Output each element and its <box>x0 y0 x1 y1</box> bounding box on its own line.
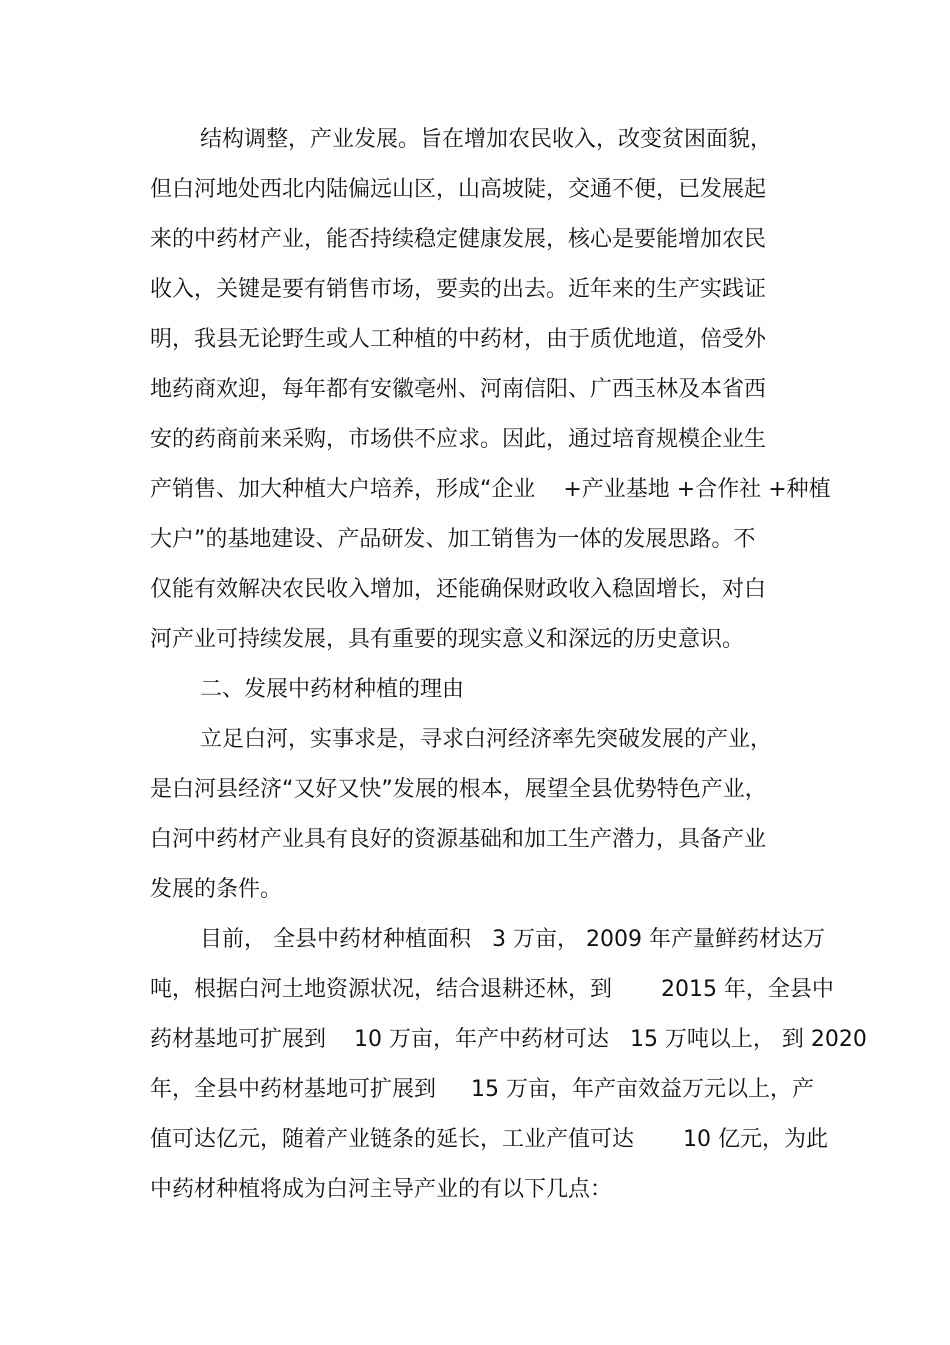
paragraph-line: 中药材种植将成为白河主导产业的有以下几点： <box>150 1177 613 1202</box>
paragraph-line: 但白河地处西北内陆偏远山区，山高坡陡，交通不便，已发展起 <box>150 177 767 202</box>
paragraph-line: 值可达亿元，随着产业链条的延长，工业产值可达 10 亿元，为此 <box>150 1127 828 1152</box>
paragraph-line: 安的药商前来采购，市场供不应求。因此，通过培育规模企业生 <box>150 427 767 452</box>
paragraph-line: 目前， 全县中药材种植面积 3 万亩， 2009 年产量鲜药材达万 <box>200 927 825 952</box>
paragraph-line: 立足白河，实事求是，寻求白河经济率先突破发展的产业， <box>200 727 773 752</box>
paragraph-line: 来的中药材产业，能否持续稳定健康发展，核心是要能增加农民 <box>150 227 767 252</box>
paragraph-line: 仅能有效解决农民收入增加，还能确保财政收入稳固增长，对白 <box>150 577 767 602</box>
paragraph-line: 大户”的基地建设、产品研发、加工销售为一体的发展思路。不 <box>150 527 756 552</box>
paragraph-line: 明，我县无论野生或人工种植的中药材，由于质优地道，倍受外 <box>150 327 767 352</box>
paragraph-line: 吨，根据白河土地资源状况，结合退耕还林，到 2015 年，全县中 <box>150 977 834 1002</box>
paragraph-line: 白河中药材产业具有良好的资源基础和加工生产潜力，具备产业 <box>150 827 767 852</box>
paragraph-line: 结构调整，产业发展。旨在增加农民收入，改变贫困面貌， <box>200 127 773 152</box>
paragraph-line: 年，全县中药材基地可扩展到 15 万亩，年产亩效益万元以上，产 <box>150 1077 814 1102</box>
paragraph-line: 药材基地可扩展到 10 万亩，年产中药材可达 15 万吨以上， 到 2020 <box>150 1027 867 1052</box>
paragraph-line: 是白河县经济“又好又快”发展的根本，展望全县优势特色产业， <box>150 777 767 802</box>
paragraph-line: 地药商欢迎，每年都有安徽亳州、河南信阳、广西玉林及本省西 <box>150 377 767 402</box>
section-heading: 二、发展中药材种植的理由 <box>200 677 465 702</box>
paragraph-line: 河产业可持续发展，具有重要的现实意义和深远的历史意识。 <box>150 627 745 652</box>
paragraph-line: 收入，关键是要有销售市场，要卖的出去。近年来的生产实践证 <box>150 277 767 302</box>
paragraph-line: 发展的条件。 <box>150 877 283 902</box>
paragraph-line: 产销售、加大种植大户培养，形成“企业 +产业基地 +合作社 +种植 <box>150 477 831 502</box>
